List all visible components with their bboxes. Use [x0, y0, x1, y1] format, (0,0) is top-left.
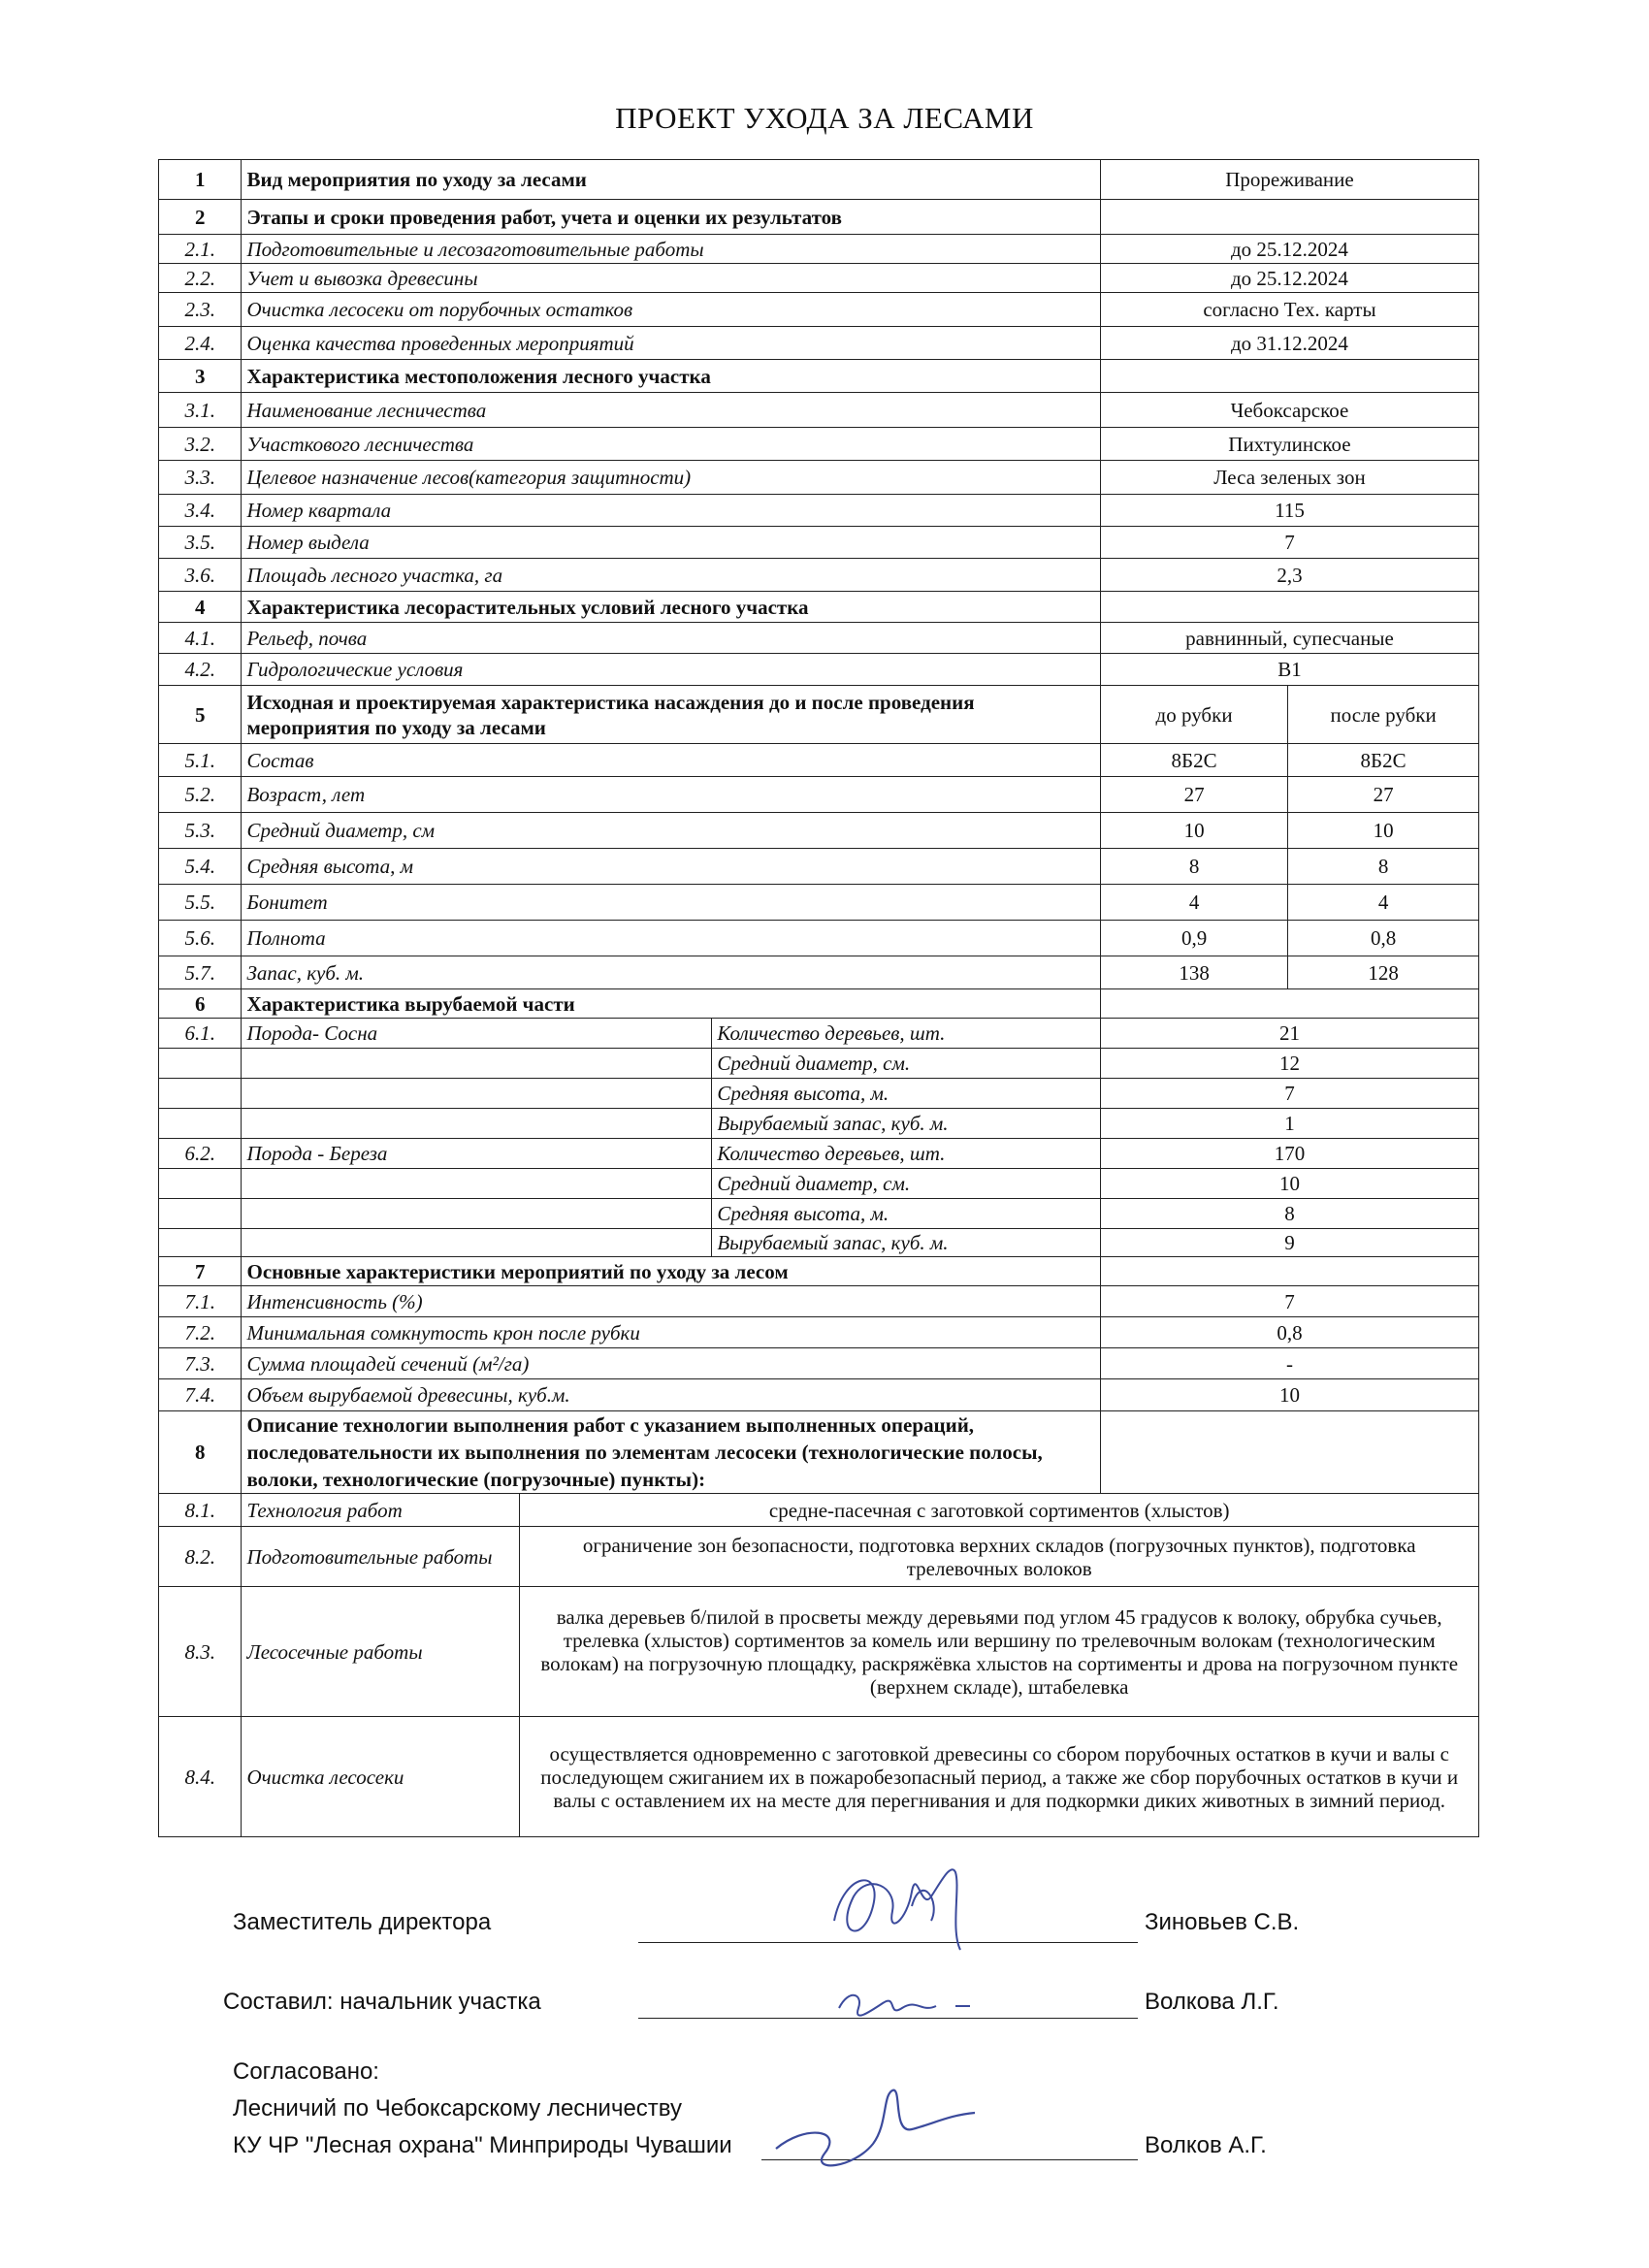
- row-number: 5.3.: [159, 813, 242, 849]
- empty-cell: [1100, 1257, 1478, 1286]
- row-value: Пихтулинское: [1100, 428, 1478, 461]
- row-label: Подготовительные и лесозаготовительные работы: [242, 235, 1100, 264]
- forester-signature: [766, 2076, 980, 2183]
- agreed-label: Согласовано:: [233, 2058, 379, 2085]
- table-row: [159, 623, 1479, 654]
- row-label: Целевое назначение лесов(категория защитности): [242, 461, 1100, 495]
- row-label: Запас, куб. м.: [242, 956, 1100, 989]
- section-label: Вид мероприятия по уходу за лесами: [242, 160, 1100, 200]
- table-row: [159, 654, 1479, 686]
- row-value: 10: [1100, 1379, 1478, 1411]
- row-label: Объем вырубаемой древесины, куб.м.: [242, 1379, 1100, 1411]
- row-number: 3.5.: [159, 527, 242, 559]
- row-value: валка деревьев б/пилой в просветы между деревьями под углом 45 градусов к волоку, обрубка сучьев, трелевка (хлыстов) сортиментов за комель или вершину по трелевочным волокам (технологическим волокам) на погрузочную площадку, раскряжёвка хлыстов на сортименты и дрова на погрузочном пункте (верхнем складе), штабелевка: [520, 1587, 1479, 1717]
- row-value: 0,8: [1100, 1317, 1478, 1348]
- row-number: 3.4.: [159, 495, 242, 527]
- page-title: ПРОЕКТ УХОДА ЗА ЛЕСАМИ: [615, 101, 1034, 135]
- row-value: Чебоксарское: [1100, 393, 1478, 428]
- row-label: Очистка лесосеки: [242, 1717, 520, 1837]
- row-value: 9: [1100, 1229, 1478, 1257]
- section-row: [159, 686, 1479, 744]
- row-label: Интенсивность (%): [242, 1286, 1100, 1317]
- section-label: Описание технологии выполнения работ с указанием выполненных операций, последовательности их выполнения по элементам лесосеки (технологические полосы, волоки, технологические (погрузочные) пункты):: [242, 1411, 1100, 1494]
- empty-cell: [242, 1079, 712, 1109]
- row-label: Номер выдела: [242, 527, 1100, 559]
- row-value: 10: [1100, 1169, 1478, 1199]
- row-label: Гидрологические условия: [242, 654, 1100, 686]
- row-number: 8.3.: [159, 1587, 242, 1717]
- table-row: [159, 1527, 1479, 1587]
- row-number: 5.4.: [159, 849, 242, 885]
- composer-title: Составил: начальник участка: [223, 1989, 541, 2015]
- row-label: Участкового лесничества: [242, 428, 1100, 461]
- value-before: 8Б2С: [1100, 744, 1287, 777]
- table-row: [159, 1494, 1479, 1527]
- forester-name: Волков А.Г.: [1145, 2132, 1267, 2158]
- empty-cell: [242, 1109, 712, 1139]
- row-label: Сумма площадей сечений (м²/га): [242, 1348, 1100, 1379]
- section-label: Характеристика местоположения лесного участка: [242, 360, 1100, 393]
- species-label: Порода - Береза: [242, 1139, 712, 1169]
- row-label: Площадь лесного участка, га: [242, 559, 1100, 592]
- row-label: Количество деревьев, шт.: [712, 1139, 1101, 1169]
- value-after: 4: [1288, 885, 1479, 921]
- section-label: Характеристика лесорастительных условий лесного участка: [242, 592, 1100, 623]
- row-label: Бонитет: [242, 885, 1100, 921]
- row-number: 5.5.: [159, 885, 242, 921]
- section-label: Основные характеристики мероприятий по уходу за лесом: [242, 1257, 1100, 1286]
- row-number: 3.3.: [159, 461, 242, 495]
- row-number: 3.6.: [159, 559, 242, 592]
- species-label: Порода- Сосна: [242, 1019, 712, 1049]
- table-row: [159, 777, 1479, 813]
- value-before: 4: [1100, 885, 1287, 921]
- row-label: Средний диаметр, см: [242, 813, 1100, 849]
- row-value: 115: [1100, 495, 1478, 527]
- empty-cell: [242, 1199, 712, 1229]
- row-label: Полнота: [242, 921, 1100, 956]
- row-value: 170: [1100, 1139, 1478, 1169]
- row-label: Возраст, лет: [242, 777, 1100, 813]
- row-label: Технология работ: [242, 1494, 520, 1527]
- row-value: средне-пасечная с заготовкой сортиментов (хлыстов): [520, 1494, 1479, 1527]
- section-label: Характеристика вырубаемой части: [242, 989, 1100, 1019]
- row-value: 12: [1100, 1049, 1478, 1079]
- row-number: 5.2.: [159, 777, 242, 813]
- section-row: [159, 989, 1479, 1019]
- row-label: Вырубаемый запас, куб. м.: [712, 1109, 1101, 1139]
- table-row: [159, 1049, 1479, 1079]
- row-value: до 31.12.2024: [1100, 327, 1478, 360]
- value-after: 27: [1288, 777, 1479, 813]
- row-value: 7: [1100, 527, 1478, 559]
- table-row: [159, 1379, 1479, 1411]
- row-value: до 25.12.2024: [1100, 264, 1478, 293]
- empty-cell: [159, 1199, 242, 1229]
- empty-cell: [242, 1169, 712, 1199]
- row-number: 4.2.: [159, 654, 242, 686]
- table-row: [159, 1286, 1479, 1317]
- row-value: 8: [1100, 1199, 1478, 1229]
- composer-signature: [829, 1979, 985, 2027]
- composer-name: Волкова Л.Г.: [1145, 1989, 1279, 2015]
- empty-cell: [159, 1109, 242, 1139]
- row-number: 8.2.: [159, 1527, 242, 1587]
- value-before: 8: [1100, 849, 1287, 885]
- row-value: Леса зеленых зон: [1100, 461, 1478, 495]
- section-label: Этапы и сроки проведения работ, учета и оценки их результатов: [242, 200, 1100, 235]
- column-header-before: до рубки: [1100, 686, 1287, 744]
- table-row: [159, 1317, 1479, 1348]
- row-label: Средняя высота, м: [242, 849, 1100, 885]
- row-label: Наименование лесничества: [242, 393, 1100, 428]
- section-number: 4: [159, 592, 242, 623]
- row-label: Средняя высота, м.: [712, 1079, 1101, 1109]
- table-row: [159, 921, 1479, 956]
- row-label: Средний диаметр, см.: [712, 1049, 1101, 1079]
- forest-care-form: [158, 159, 1479, 1837]
- row-value: осуществляется одновременно с заготовкой древесины со сбором порубочных остатков в кучи и валы с последующем сжиганием их в пожаробезопасный период, а также же сбор порубочных остатков в кучи и валы с оставлением их на месте для перегнивания и для подкормки диких животных в зимний период.: [520, 1717, 1479, 1837]
- value-after: 0,8: [1288, 921, 1479, 956]
- section-number: 8: [159, 1411, 242, 1494]
- row-value: до 25.12.2024: [1100, 235, 1478, 264]
- table-row: [159, 235, 1479, 264]
- deputy-name: Зиновьев С.В.: [1145, 1909, 1300, 1935]
- forester-line2: КУ ЧР "Лесная охрана" Минприроды Чувашии: [233, 2132, 732, 2158]
- row-label: Минимальная сомкнутость крон после рубки: [242, 1317, 1100, 1348]
- value-after: 8Б2С: [1288, 744, 1479, 777]
- row-label: Учет и вывозка древесины: [242, 264, 1100, 293]
- row-number: 2.2.: [159, 264, 242, 293]
- row-number: 7.4.: [159, 1379, 242, 1411]
- empty-cell: [1100, 200, 1478, 235]
- table-row: [159, 1199, 1479, 1229]
- empty-cell: [1100, 360, 1478, 393]
- empty-cell: [242, 1049, 712, 1079]
- row-number: 5.7.: [159, 956, 242, 989]
- row-label: Лесосечные работы: [242, 1587, 520, 1717]
- row-label: Оценка качества проведенных мероприятий: [242, 327, 1100, 360]
- row-number: 8.1.: [159, 1494, 242, 1527]
- row-number: 3.2.: [159, 428, 242, 461]
- section-row: [159, 1411, 1479, 1494]
- table-row: [159, 461, 1479, 495]
- row-label: Количество деревьев, шт.: [712, 1019, 1101, 1049]
- value-before: 27: [1100, 777, 1287, 813]
- section-number: 3: [159, 360, 242, 393]
- section-number: 5: [159, 686, 242, 744]
- section-row: [159, 160, 1479, 200]
- empty-cell: [1100, 1411, 1478, 1494]
- table-row: [159, 849, 1479, 885]
- table-row: [159, 1169, 1479, 1199]
- table-row: [159, 393, 1479, 428]
- table-row: [159, 428, 1479, 461]
- deputy-signature: [815, 1853, 970, 1960]
- row-value: равнинный, супесчаные: [1100, 623, 1478, 654]
- table-row: [159, 1109, 1479, 1139]
- value-after: 8: [1288, 849, 1479, 885]
- table-row: [159, 559, 1479, 592]
- value-after: 128: [1288, 956, 1479, 989]
- row-value: 7: [1100, 1286, 1478, 1317]
- section-number: 1: [159, 160, 242, 200]
- value-before: 10: [1100, 813, 1287, 849]
- table-row: [159, 1587, 1479, 1717]
- row-label: Состав: [242, 744, 1100, 777]
- value-after: 10: [1288, 813, 1479, 849]
- table-row: [159, 1348, 1479, 1379]
- empty-cell: [159, 1079, 242, 1109]
- row-label: Подготовительные работы: [242, 1527, 520, 1587]
- section-row: [159, 592, 1479, 623]
- deputy-title: Заместитель директора: [233, 1909, 492, 1935]
- empty-cell: [242, 1229, 712, 1257]
- row-value: 7: [1100, 1079, 1478, 1109]
- row-label: Номер квартала: [242, 495, 1100, 527]
- row-number: 6.1.: [159, 1019, 242, 1049]
- table-row: [159, 885, 1479, 921]
- table-row: [159, 744, 1479, 777]
- value-before: 138: [1100, 956, 1287, 989]
- row-number: 8.4.: [159, 1717, 242, 1837]
- row-value: 2,3: [1100, 559, 1478, 592]
- row-label: Средняя высота, м.: [712, 1199, 1101, 1229]
- row-number: 7.2.: [159, 1317, 242, 1348]
- table-row: [159, 1079, 1479, 1109]
- row-label: Рельеф, почва: [242, 623, 1100, 654]
- table-row: [159, 293, 1479, 327]
- empty-cell: [159, 1049, 242, 1079]
- table-row: [159, 956, 1479, 989]
- row-number: 7.1.: [159, 1286, 242, 1317]
- table-row: [159, 495, 1479, 527]
- row-value: согласно Тех. карты: [1100, 293, 1478, 327]
- empty-cell: [1100, 592, 1478, 623]
- forester-line1: Лесничий по Чебоксарскому лесничеству: [233, 2095, 683, 2122]
- table-row: [159, 1229, 1479, 1257]
- row-number: 2.4.: [159, 327, 242, 360]
- section-number: 7: [159, 1257, 242, 1286]
- table-row: [159, 1019, 1479, 1049]
- section-value: Прореживание: [1100, 160, 1478, 200]
- row-number: 4.1.: [159, 623, 242, 654]
- row-number: 7.3.: [159, 1348, 242, 1379]
- column-header-after: после рубки: [1288, 686, 1479, 744]
- section-number: 6: [159, 989, 242, 1019]
- row-value: ограничение зон безопасности, подготовка верхних складов (погрузочных пунктов), подготовка трелевочных волоков: [520, 1527, 1479, 1587]
- empty-cell: [159, 1229, 242, 1257]
- section-number: 2: [159, 200, 242, 235]
- row-label: Очистка лесосеки от порубочных остатков: [242, 293, 1100, 327]
- empty-cell: [1100, 989, 1478, 1019]
- row-number: 5.6.: [159, 921, 242, 956]
- row-number: 3.1.: [159, 393, 242, 428]
- section-row: [159, 1257, 1479, 1286]
- row-number: 6.2.: [159, 1139, 242, 1169]
- row-number: 2.3.: [159, 293, 242, 327]
- row-value: 1: [1100, 1109, 1478, 1139]
- empty-cell: [159, 1169, 242, 1199]
- section-label: Исходная и проектируемая характеристика насаждения до и после проведения мероприятия по уходу за лесами: [242, 686, 1100, 744]
- section-row: [159, 360, 1479, 393]
- table-row: [159, 813, 1479, 849]
- row-number: 5.1.: [159, 744, 242, 777]
- row-value: 21: [1100, 1019, 1478, 1049]
- table-row: [159, 527, 1479, 559]
- row-label: Средний диаметр, см.: [712, 1169, 1101, 1199]
- row-number: 2.1.: [159, 235, 242, 264]
- table-row: [159, 327, 1479, 360]
- row-value: -: [1100, 1348, 1478, 1379]
- table-row: [159, 1717, 1479, 1837]
- value-before: 0,9: [1100, 921, 1287, 956]
- table-row: [159, 264, 1479, 293]
- table-row: [159, 1139, 1479, 1169]
- row-value: В1: [1100, 654, 1478, 686]
- row-label: Вырубаемый запас, куб. м.: [712, 1229, 1101, 1257]
- section-row: [159, 200, 1479, 235]
